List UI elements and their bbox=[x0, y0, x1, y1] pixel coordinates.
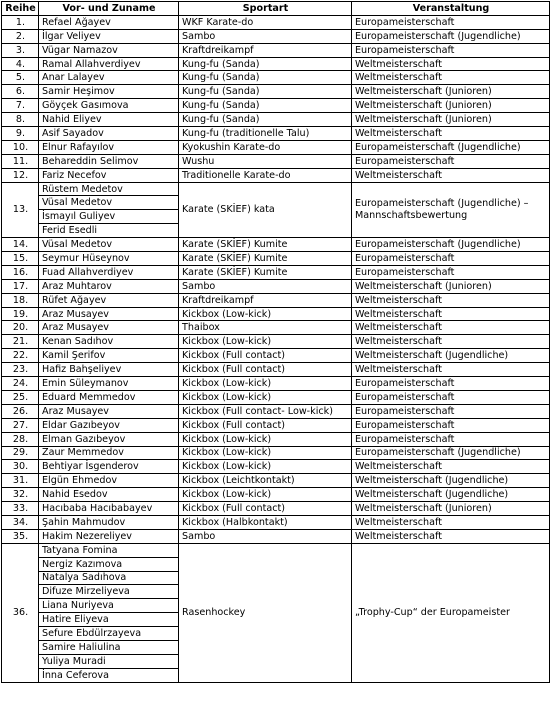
row-number: 9. bbox=[2, 127, 39, 141]
table-row bbox=[2, 307, 550, 321]
row-number: 2. bbox=[2, 29, 39, 43]
table-row bbox=[2, 265, 550, 279]
table-row bbox=[2, 252, 550, 266]
row-number: 12. bbox=[2, 168, 39, 182]
event-cell: Weltmeisterschaft (Junioren) bbox=[352, 85, 550, 99]
event-cell: Weltmeisterschaft bbox=[352, 293, 550, 307]
athlete-name: Kenan Sadıhov bbox=[39, 335, 179, 349]
event-cell: Weltmeisterschaft (Junioren) bbox=[352, 279, 550, 293]
row-number: 19. bbox=[2, 307, 39, 321]
sport-cell: Thaibox bbox=[179, 321, 352, 335]
row-number: 22. bbox=[2, 349, 39, 363]
table-row bbox=[2, 363, 550, 377]
athlete-name: Natalya Sadıhova bbox=[39, 571, 179, 585]
table-row bbox=[2, 502, 550, 516]
sport-cell: Kung-fu (Sanda) bbox=[179, 99, 352, 113]
athlete-name: Yuliya Muradi bbox=[39, 654, 179, 668]
sport-cell: Karate (SKİEF) Kumite bbox=[179, 265, 352, 279]
event-cell: Europameisterschaft (Jugendliche) bbox=[352, 140, 550, 154]
athlete-name: Şahin Mahmudov bbox=[39, 515, 179, 529]
athlete-name: Behtiyar İsgenderov bbox=[39, 460, 179, 474]
athlete-name: Zaur Memmedov bbox=[39, 446, 179, 460]
table-row bbox=[2, 140, 550, 154]
sport-cell: Kung-fu (traditionelle Talu) bbox=[179, 127, 352, 141]
row-number: 33. bbox=[2, 502, 39, 516]
athlete-name: Samir Heşimov bbox=[39, 85, 179, 99]
table-row bbox=[2, 349, 550, 363]
event-cell: Weltmeisterschaft bbox=[352, 127, 550, 141]
row-number: 3. bbox=[2, 43, 39, 57]
row-number: 32. bbox=[2, 488, 39, 502]
row-number: 31. bbox=[2, 474, 39, 488]
row-number: 25. bbox=[2, 390, 39, 404]
sport-cell: Kickbox (Low-kick) bbox=[179, 377, 352, 391]
event-cell: Europameisterschaft (Jugendliche) bbox=[352, 238, 550, 252]
athlete-name: Hatire Eliyeva bbox=[39, 613, 179, 627]
table-row bbox=[2, 377, 550, 391]
row-number: 35. bbox=[2, 529, 39, 543]
sport-cell: Kickbox (Full contact- Low-kick) bbox=[179, 404, 352, 418]
athlete-name: Sefure Ebdülrzayeva bbox=[39, 627, 179, 641]
athlete-name: Kamil Şerifov bbox=[39, 349, 179, 363]
sport-cell: Kung-fu (Sanda) bbox=[179, 71, 352, 85]
athlete-name: Samire Haliulina bbox=[39, 640, 179, 654]
results-table bbox=[1, 1, 550, 683]
event-cell: Weltmeisterschaft bbox=[352, 307, 550, 321]
athlete-name: İlgar Veliyev bbox=[39, 29, 179, 43]
table-row bbox=[2, 113, 550, 127]
table-row bbox=[2, 99, 550, 113]
event-cell: Weltmeisterschaft (Junioren) bbox=[352, 502, 550, 516]
athlete-name: Araz Muhtarov bbox=[39, 279, 179, 293]
table-row bbox=[2, 43, 550, 57]
event-cell: Europameisterschaft bbox=[352, 432, 550, 446]
event-cell: Europameisterschaft bbox=[352, 265, 550, 279]
table-body bbox=[2, 15, 550, 682]
table-row bbox=[2, 293, 550, 307]
row-number: 16. bbox=[2, 265, 39, 279]
athlete-name: Vüsal Medetov bbox=[39, 196, 179, 210]
header-veranstaltung: Veranstaltung bbox=[352, 2, 550, 16]
athlete-name: Liana Nuriyeva bbox=[39, 599, 179, 613]
event-cell: Weltmeisterschaft bbox=[352, 57, 550, 71]
event-cell: Europameisterschaft bbox=[352, 390, 550, 404]
table-row bbox=[2, 71, 550, 85]
sport-cell: Karate (SKİEF) Kumite bbox=[179, 252, 352, 266]
athlete-name: Vüsal Medetov bbox=[39, 238, 179, 252]
table-row bbox=[2, 418, 550, 432]
sport-cell: Kraftdreikampf bbox=[179, 293, 352, 307]
sport-cell: Kickbox (Halbkontakt) bbox=[179, 515, 352, 529]
athlete-name: Araz Musayev bbox=[39, 307, 179, 321]
sport-cell: Kickbox (Low-kick) bbox=[179, 335, 352, 349]
athlete-name: Refael Ağayev bbox=[39, 15, 179, 29]
athlete-name: Elman Gazıbeyov bbox=[39, 432, 179, 446]
sport-cell: Wushu bbox=[179, 154, 352, 168]
sport-cell: Kyokushin Karate-do bbox=[179, 140, 352, 154]
sport-cell: Kickbox (Leichtkontakt) bbox=[179, 474, 352, 488]
event-cell: Weltmeisterschaft bbox=[352, 515, 550, 529]
sport-cell: WKF Karate-do bbox=[179, 15, 352, 29]
athlete-name: Vügar Namazov bbox=[39, 43, 179, 57]
table-row bbox=[2, 85, 550, 99]
sport-cell: Kung-fu (Sanda) bbox=[179, 85, 352, 99]
event-cell: Europameisterschaft bbox=[352, 252, 550, 266]
table-row bbox=[2, 168, 550, 182]
table-row bbox=[2, 57, 550, 71]
event-cell: „Trophy-Cup“ der Europameister bbox=[352, 543, 550, 682]
event-cell: Europameisterschaft bbox=[352, 43, 550, 57]
athlete-name: Hacıbaba Hacıbabayev bbox=[39, 502, 179, 516]
sport-cell: Kickbox (Low-kick) bbox=[179, 488, 352, 502]
sport-cell: Sambo bbox=[179, 529, 352, 543]
event-cell: Europameisterschaft (Jugendliche) bbox=[352, 29, 550, 43]
row-number: 17. bbox=[2, 279, 39, 293]
athlete-name: İnna Ceferova bbox=[39, 668, 179, 682]
sport-cell: Kung-fu (Sanda) bbox=[179, 113, 352, 127]
athlete-name: Fariz Necefov bbox=[39, 168, 179, 182]
sport-cell: Kickbox (Full contact) bbox=[179, 418, 352, 432]
row-number: 34. bbox=[2, 515, 39, 529]
athlete-name: Elgün Ehmedov bbox=[39, 474, 179, 488]
sport-cell: Kickbox (Low-kick) bbox=[179, 446, 352, 460]
sport-cell: Kickbox (Full contact) bbox=[179, 363, 352, 377]
event-cell: Weltmeisterschaft bbox=[352, 529, 550, 543]
table-row bbox=[2, 279, 550, 293]
event-cell: Weltmeisterschaft (Jugendliche) bbox=[352, 349, 550, 363]
row-number: 14. bbox=[2, 238, 39, 252]
table-row bbox=[2, 321, 550, 335]
athlete-name: Difuze Mirzeliyeva bbox=[39, 585, 179, 599]
event-cell: Europameisterschaft bbox=[352, 404, 550, 418]
row-number: 6. bbox=[2, 85, 39, 99]
event-cell: Weltmeisterschaft (Junioren) bbox=[352, 113, 550, 127]
athlete-name: Hakim Nezereliyev bbox=[39, 529, 179, 543]
athlete-name: Rüfet Ağayev bbox=[39, 293, 179, 307]
sport-cell: Kraftdreikampf bbox=[179, 43, 352, 57]
athlete-name: Fuad Allahverdiyev bbox=[39, 265, 179, 279]
event-cell: Weltmeisterschaft bbox=[352, 335, 550, 349]
table-row bbox=[2, 432, 550, 446]
athlete-name: Araz Musayev bbox=[39, 321, 179, 335]
sport-cell: Kickbox (Low-kick) bbox=[179, 390, 352, 404]
table-row bbox=[2, 515, 550, 529]
table-row bbox=[2, 390, 550, 404]
table-row bbox=[2, 154, 550, 168]
row-number: 10. bbox=[2, 140, 39, 154]
athlete-name: Hafiz Bahşeliyev bbox=[39, 363, 179, 377]
table-row bbox=[2, 182, 550, 196]
event-cell: Europameisterschaft (Jugendliche) – Mannschaftsbewertung bbox=[352, 182, 550, 238]
table-row bbox=[2, 15, 550, 29]
event-cell: Weltmeisterschaft (Jugendliche) bbox=[352, 474, 550, 488]
sport-cell: Rasenhockey bbox=[179, 543, 352, 682]
table-row bbox=[2, 474, 550, 488]
table-row bbox=[2, 404, 550, 418]
table-row bbox=[2, 29, 550, 43]
row-number: 27. bbox=[2, 418, 39, 432]
row-number: 24. bbox=[2, 377, 39, 391]
table-row bbox=[2, 238, 550, 252]
event-cell: Europameisterschaft (Jugendliche) bbox=[352, 446, 550, 460]
athlete-name: Ferid Esedli bbox=[39, 224, 179, 238]
sport-cell: Kickbox (Low-kick) bbox=[179, 460, 352, 474]
sport-cell: Kickbox (Full contact) bbox=[179, 502, 352, 516]
row-number: 23. bbox=[2, 363, 39, 377]
athlete-name: Ramal Allahverdiyev bbox=[39, 57, 179, 71]
athlete-name: Nergiz Kazımova bbox=[39, 557, 179, 571]
sport-cell: Sambo bbox=[179, 29, 352, 43]
athlete-name: Tatyana Fomina bbox=[39, 543, 179, 557]
sport-cell: Kickbox (Low-kick) bbox=[179, 432, 352, 446]
event-cell: Weltmeisterschaft bbox=[352, 321, 550, 335]
athlete-name: Eduard Memmedov bbox=[39, 390, 179, 404]
row-number: 18. bbox=[2, 293, 39, 307]
athlete-name: Emin Süleymanov bbox=[39, 377, 179, 391]
event-cell: Weltmeisterschaft (Jugendliche) bbox=[352, 488, 550, 502]
table-row bbox=[2, 529, 550, 543]
row-number: 5. bbox=[2, 71, 39, 85]
sport-cell: Karate (SKİEF) Kumite bbox=[179, 238, 352, 252]
row-number: 36. bbox=[2, 543, 39, 682]
header-name: Vor- und Zuname bbox=[39, 2, 179, 16]
row-number: 4. bbox=[2, 57, 39, 71]
sport-cell: Traditionelle Karate-do bbox=[179, 168, 352, 182]
row-number: 15. bbox=[2, 252, 39, 266]
header-reihe: Reihe bbox=[2, 2, 39, 16]
sport-cell: Kickbox (Low-kick) bbox=[179, 307, 352, 321]
event-cell: Europameisterschaft bbox=[352, 154, 550, 168]
event-cell: Weltmeisterschaft bbox=[352, 363, 550, 377]
event-cell: Weltmeisterschaft bbox=[352, 460, 550, 474]
athlete-name: Nahid Esedov bbox=[39, 488, 179, 502]
sport-cell: Kickbox (Full contact) bbox=[179, 349, 352, 363]
row-number: 26. bbox=[2, 404, 39, 418]
athlete-name: Seymur Hüseynov bbox=[39, 252, 179, 266]
athlete-name: Rüstem Medetov bbox=[39, 182, 179, 196]
row-number: 8. bbox=[2, 113, 39, 127]
athlete-name: Araz Musayev bbox=[39, 404, 179, 418]
sport-cell: Kung-fu (Sanda) bbox=[179, 57, 352, 71]
table-row bbox=[2, 335, 550, 349]
row-number: 21. bbox=[2, 335, 39, 349]
athlete-name: Elnur Rafayılov bbox=[39, 140, 179, 154]
event-cell: Weltmeisterschaft (Junioren) bbox=[352, 99, 550, 113]
athlete-name: Eldar Gazıbeyov bbox=[39, 418, 179, 432]
event-cell: Weltmeisterschaft bbox=[352, 168, 550, 182]
event-cell: Europameisterschaft bbox=[352, 377, 550, 391]
event-cell: Europameisterschaft bbox=[352, 15, 550, 29]
athlete-name: Asif Sayadov bbox=[39, 127, 179, 141]
athlete-name: İsmayıl Guliyev bbox=[39, 210, 179, 224]
row-number: 28. bbox=[2, 432, 39, 446]
header-row bbox=[2, 2, 550, 16]
row-number: 7. bbox=[2, 99, 39, 113]
table-row bbox=[2, 460, 550, 474]
row-number: 1. bbox=[2, 15, 39, 29]
row-number: 20. bbox=[2, 321, 39, 335]
athlete-name: Nahid Eliyev bbox=[39, 113, 179, 127]
row-number: 29. bbox=[2, 446, 39, 460]
header-sportart: Sportart bbox=[179, 2, 352, 16]
event-cell: Weltmeisterschaft bbox=[352, 71, 550, 85]
table-row bbox=[2, 488, 550, 502]
row-number: 30. bbox=[2, 460, 39, 474]
athlete-name: Anar Lalayev bbox=[39, 71, 179, 85]
sport-cell: Sambo bbox=[179, 279, 352, 293]
athlete-name: Behareddin Selimov bbox=[39, 154, 179, 168]
row-number: 13. bbox=[2, 182, 39, 238]
event-cell: Europameisterschaft bbox=[352, 418, 550, 432]
sport-cell: Karate (SKİEF) kata bbox=[179, 182, 352, 238]
athlete-name: Göyçek Gasımova bbox=[39, 99, 179, 113]
table-row bbox=[2, 127, 550, 141]
table-row bbox=[2, 446, 550, 460]
table-row bbox=[2, 543, 550, 557]
row-number: 11. bbox=[2, 154, 39, 168]
